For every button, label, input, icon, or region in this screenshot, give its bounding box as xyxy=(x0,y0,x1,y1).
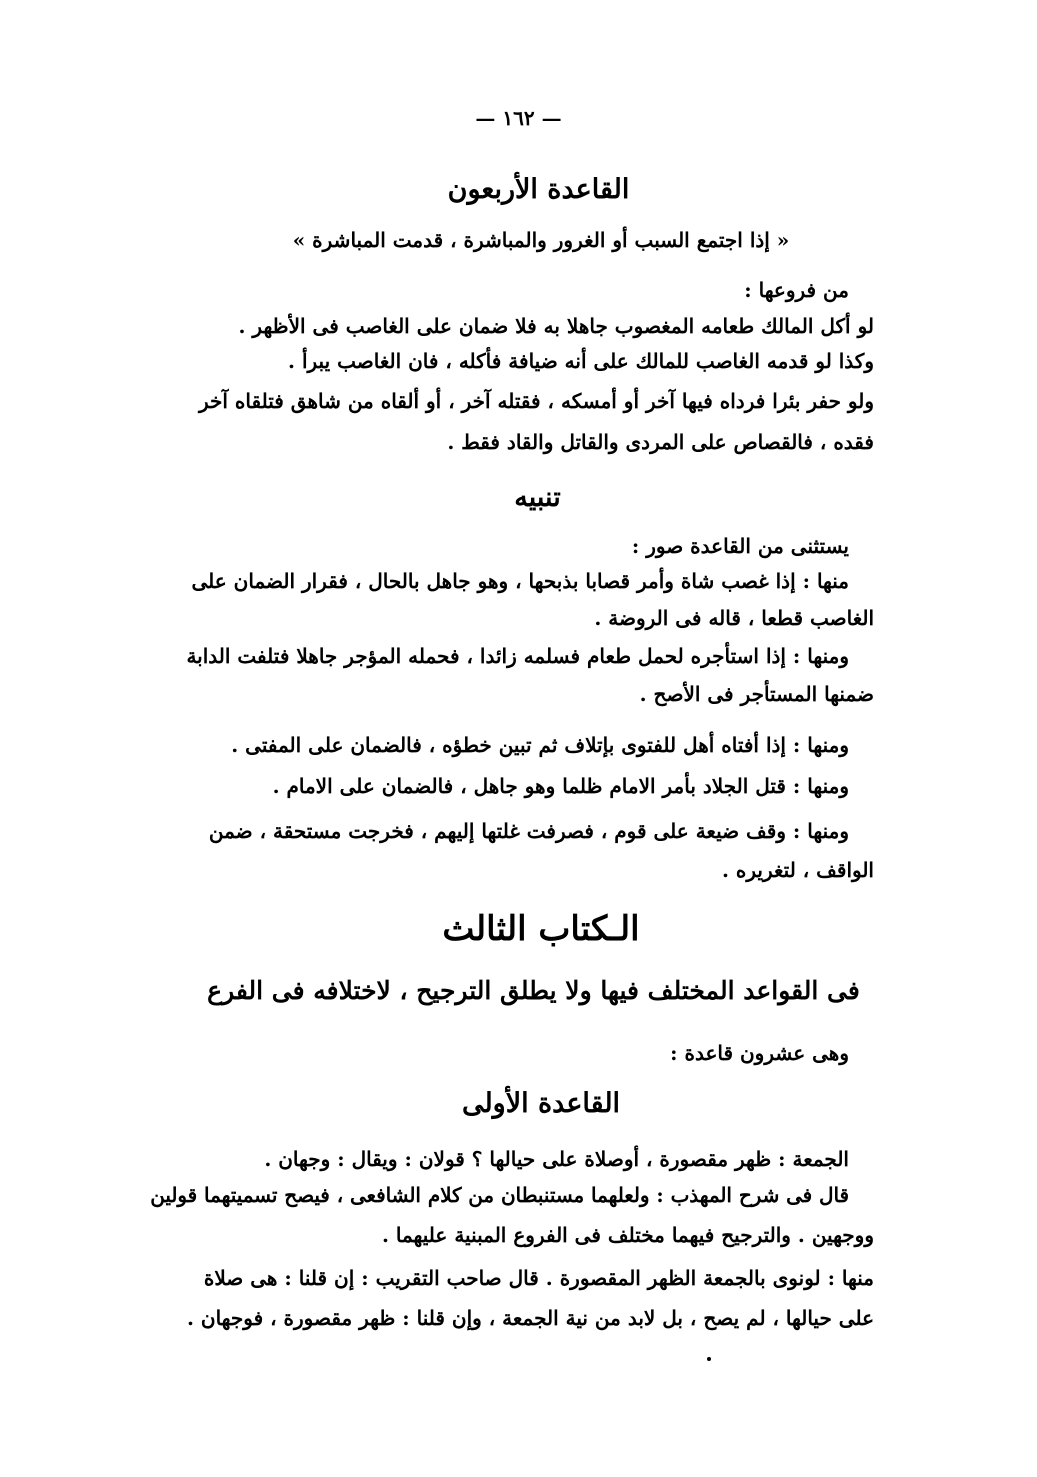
text-line: ومنها : إذا أفتاه أهل للفتوى بإتلاف ثم تبين خطؤه ، فالضمان على المفتى . xyxy=(231,733,849,757)
section-title-note: تنبيه xyxy=(514,482,561,513)
text-line: الواقف ، لتغريره . xyxy=(721,858,874,882)
section-title-rule-40: القاعدة الأربعون xyxy=(447,174,630,205)
text-line: منها : لونوى بالجمعة الظهر المقصورة . قال صاحب التقريب : إن قلنا : هى صلاة xyxy=(203,1266,874,1290)
text-line: ومنها : إذا استأجره لحمل طعام فسلمه زائدا ، فحمله المؤجر جاهلا فتلفت الدابة xyxy=(186,644,849,668)
text-line: الجمعة : ظهر مقصورة ، أوصلاة على حيالها ؟ قولان : ويقال : وجهان . xyxy=(264,1147,849,1171)
section-title-first-rule: القاعدة الأولى xyxy=(461,1088,621,1119)
text-line: قال فى شرح المهذب : ولعلهما مستنبطان من كلام الشافعى ، فيصح تسميتهما قولين xyxy=(150,1183,849,1207)
ink-dot xyxy=(707,1357,711,1361)
text-line: يستثنى من القاعدة صور : xyxy=(631,534,849,558)
text-line: وكذا لو قدمه الغاصب للمالك على أنه ضيافة فأكله ، فان الغاصب يبرأ . xyxy=(288,349,874,373)
text-line: ومنها : وقف ضيعة على قوم ، فصرفت غلتها إليهم ، فخرجت مستحقة ، ضمن xyxy=(208,819,849,843)
page-number: — ١٦٢ — xyxy=(475,106,562,130)
rule-count-line: وهى عشرون قاعدة : xyxy=(670,1041,849,1065)
text-line: ولو حفر بئرا فرداه فيها آخر أو أمسكه ، فقتله آخر ، أو ألقاه من شاهق فتلقاه آخر xyxy=(198,389,874,413)
book-subtitle: فى القواعد المختلف فيها ولا يطلق الترجيح ، لاختلافه فى الفرع xyxy=(207,976,860,1005)
text-line: فقده ، فالقصاص على المردى والقاتل والقاد فقط . xyxy=(447,430,874,454)
book-title: الـكتاب الثالث xyxy=(442,909,640,949)
text-line: ووجهين . والترجيح فيهما مختلف فى الفروع المبنية عليهما . xyxy=(381,1223,874,1247)
text-line: ضمنها المستأجر فى الأصح . xyxy=(639,682,874,706)
text-line: ومنها : قتل الجلاد بأمر الامام ظلما وهو جاهل ، فالضمان على الامام . xyxy=(272,774,849,798)
text-line: لو أكل المالك طعامه المغصوب جاهلا به فلا ضمان على الغاصب فى الأظهر . xyxy=(238,314,874,338)
text-line: الغاصب قطعا ، قاله فى الروضة . xyxy=(594,606,874,630)
text-line: على حيالها ، لم يصح ، بل لابد من نية الجمعة ، وإن قلنا : ظهر مقصورة ، فوجهان . xyxy=(186,1306,874,1330)
text-line: منها : إذا غصب شاة وأمر قصابا بذبحها ، وهو جاهل بالحال ، فقرار الضمان على xyxy=(191,569,849,593)
rule-statement: « إذا اجتمع السبب أو الغرور والمباشرة ، قدمت المباشرة » xyxy=(292,228,790,252)
branches-intro: من فروعها : xyxy=(744,278,849,302)
